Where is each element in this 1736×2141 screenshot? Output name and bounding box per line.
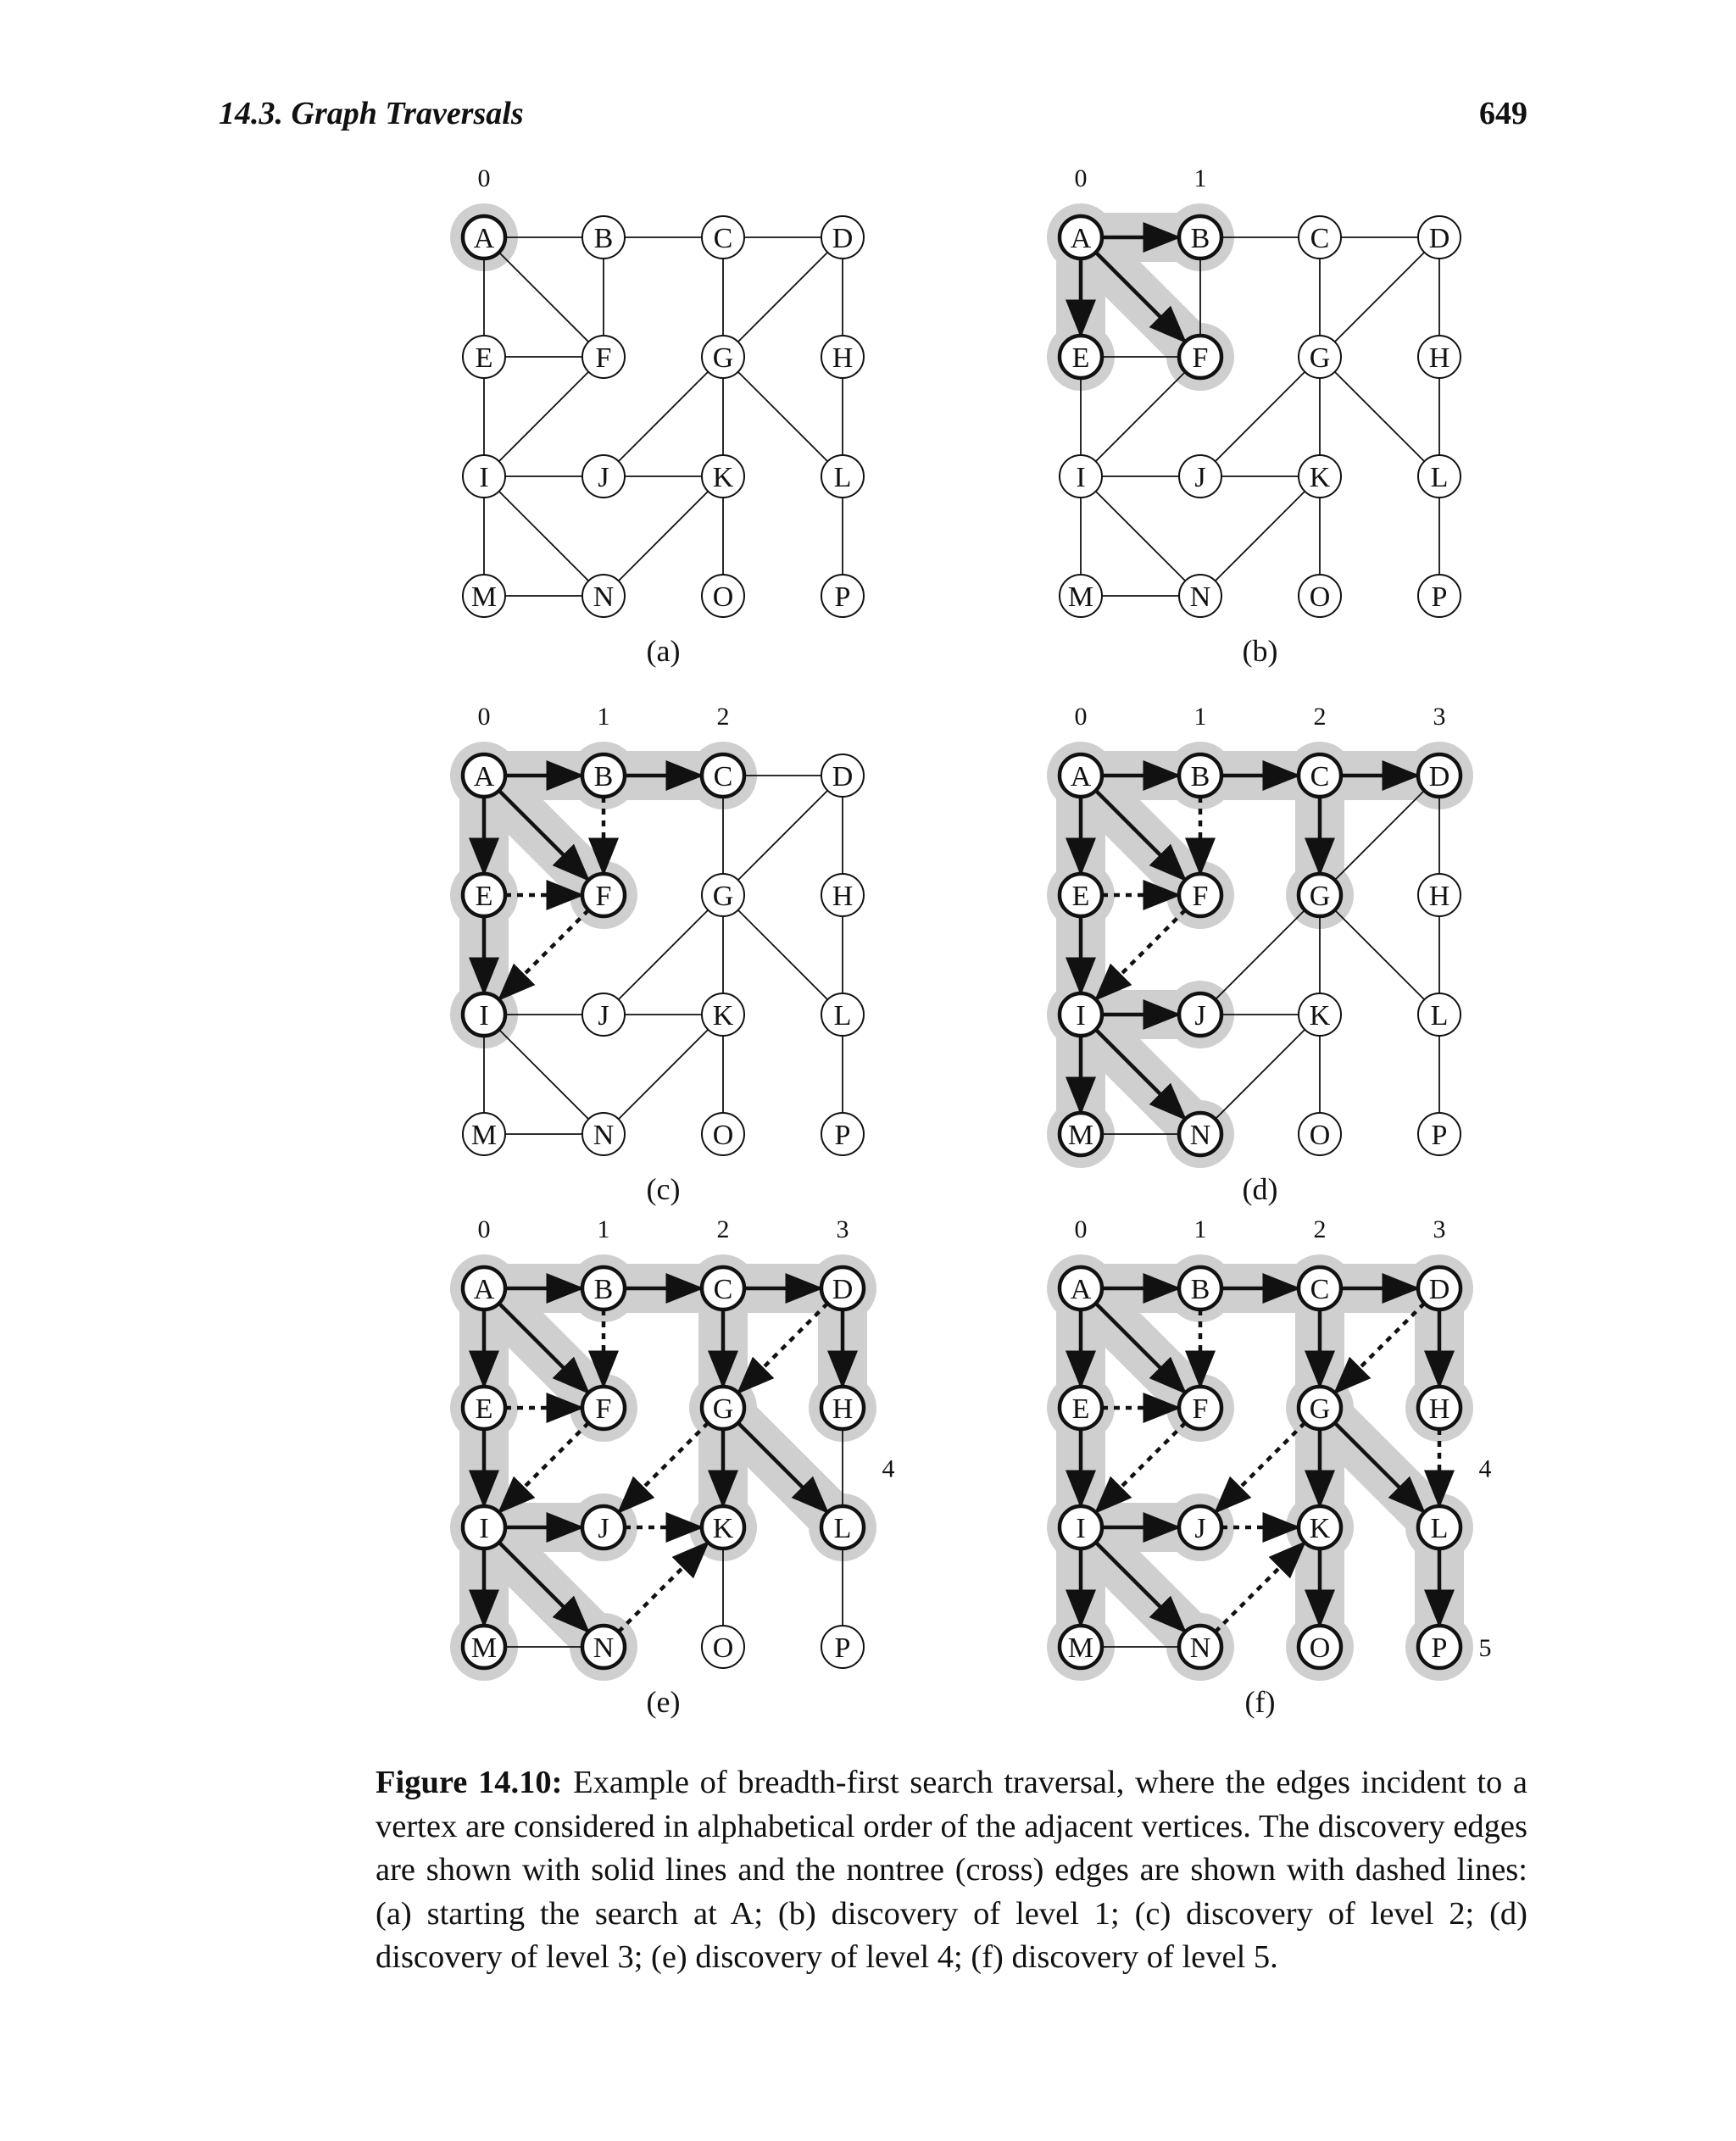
- vertex-label-O: O: [1309, 581, 1331, 613]
- cross-edge-FI: [1097, 910, 1185, 998]
- vertex-label-H: H: [1428, 881, 1450, 912]
- vertex-label-D: D: [1428, 223, 1450, 254]
- panel-a: [450, 164, 864, 668]
- vertex-label-J: J: [598, 462, 609, 493]
- vertex-label-J: J: [598, 1000, 609, 1032]
- edge-GL: [723, 357, 843, 476]
- cross-edge-FI: [500, 1423, 588, 1511]
- panel-e: [450, 1215, 895, 1719]
- vertex-label-I: I: [1076, 462, 1086, 493]
- vertex-label-P: P: [1431, 1632, 1448, 1664]
- vertex-label-F: F: [1192, 342, 1209, 374]
- vertex-label-G: G: [1309, 342, 1331, 374]
- level-label: 2: [716, 1215, 730, 1243]
- vertex-label-L: L: [833, 1000, 852, 1032]
- vertex-label-C: C: [1310, 223, 1330, 254]
- vertex-label-F: F: [1192, 1393, 1209, 1425]
- page-number: 649: [1479, 96, 1527, 131]
- vertex-label-L: L: [1430, 1000, 1449, 1032]
- vertex-label-N: N: [593, 1120, 615, 1151]
- vertex-label-I: I: [479, 1513, 489, 1544]
- vertex-label-L: L: [833, 462, 852, 493]
- vertex-label-P: P: [834, 581, 851, 613]
- vertex-label-O: O: [712, 581, 734, 613]
- vertex-label-J: J: [1194, 462, 1206, 493]
- caption-text: Example of breadth-first search traversal, where the edges incident to a vertex are considered in alphabetical order of the adjacent vertices. The discovery edges are shown with solid lines and the nontree (cross) edges are shown with dashed lines: (a) starting the search at A; (b) discovery of level 1; (c) discovery of level 2; (d) discovery of level 3; (e) discovery of level 4; (f) discovery of level 5.: [376, 1765, 1528, 1975]
- vertex-label-D: D: [1428, 761, 1450, 792]
- edge-KN: [604, 1015, 723, 1134]
- panel-label: (e): [646, 1685, 681, 1719]
- vertex-label-C: C: [1310, 1274, 1330, 1305]
- vertex-label-P: P: [1431, 1120, 1448, 1151]
- edge-DG: [1320, 237, 1439, 357]
- caption-label: Figure 14.10:: [376, 1765, 563, 1800]
- level-label: 0: [1074, 703, 1088, 731]
- cross-edge-FI: [500, 910, 588, 998]
- edge-FI: [484, 357, 604, 476]
- vertex-label-J: J: [1194, 1000, 1206, 1032]
- vertex-label-D: D: [832, 223, 854, 254]
- vertex-label-D: D: [832, 761, 854, 792]
- vertex-label-E: E: [1071, 881, 1090, 912]
- vertex-label-N: N: [1189, 1632, 1211, 1664]
- cross-edge-NK: [1216, 1543, 1304, 1632]
- vertex-label-N: N: [593, 1632, 615, 1664]
- cross-edge-FI: [1097, 1423, 1185, 1511]
- vertex-label-A: A: [1070, 1274, 1092, 1305]
- vertex-label-E: E: [1071, 1393, 1090, 1425]
- vertex-label-M: M: [1067, 1632, 1094, 1664]
- vertex-label-C: C: [1310, 761, 1330, 792]
- vertex-label-O: O: [1309, 1632, 1331, 1664]
- vertex-label-K: K: [1309, 462, 1331, 493]
- side-level-label: 4: [1478, 1454, 1492, 1483]
- vertex-label-L: L: [1430, 1513, 1449, 1544]
- cross-edge-DG: [1336, 1304, 1424, 1392]
- panel-d: [1047, 703, 1473, 1206]
- level-label: 2: [716, 703, 730, 731]
- vertex-label-H: H: [832, 881, 854, 912]
- level-label: 3: [836, 1215, 849, 1243]
- section-title: 14.3. Graph Traversals: [219, 96, 524, 131]
- vertex-label-G: G: [712, 342, 734, 374]
- edge-IN: [484, 476, 604, 596]
- level-label: 2: [1313, 703, 1327, 731]
- vertex-label-B: B: [1190, 1274, 1210, 1305]
- edge-KN: [604, 476, 723, 596]
- vertex-label-D: D: [832, 1274, 854, 1305]
- vertex-label-H: H: [832, 1393, 854, 1425]
- vertex-label-A: A: [1070, 223, 1092, 254]
- edge-AF: [484, 237, 604, 357]
- vertex-label-N: N: [593, 581, 615, 613]
- level-label: 1: [1194, 703, 1207, 731]
- vertex-label-M: M: [1067, 581, 1094, 613]
- vertex-label-P: P: [834, 1632, 851, 1664]
- figure-caption: [376, 1761, 1527, 1980]
- cross-edge-GJ: [620, 1423, 708, 1511]
- vertex-label-E: E: [1071, 342, 1090, 374]
- vertex-label-A: A: [473, 761, 495, 792]
- level-label: 1: [597, 1215, 610, 1243]
- level-label: 0: [477, 164, 491, 192]
- panel-f: [1047, 1215, 1492, 1719]
- vertex-label-M: M: [470, 1120, 498, 1151]
- vertex-label-P: P: [1431, 581, 1448, 613]
- vertex-label-N: N: [1189, 1120, 1211, 1151]
- edge-GL: [1320, 357, 1439, 476]
- edge-IN: [1081, 476, 1200, 596]
- vertex-label-N: N: [1189, 581, 1211, 613]
- panel-c: [450, 703, 864, 1206]
- vertex-label-O: O: [1309, 1120, 1331, 1151]
- level-label: 0: [1074, 164, 1088, 192]
- edge-KN: [1200, 476, 1320, 596]
- vertex-label-M: M: [470, 1632, 498, 1664]
- edge-IN: [484, 1015, 604, 1134]
- vertex-label-C: C: [713, 1274, 733, 1305]
- vertex-label-I: I: [1076, 1513, 1086, 1544]
- vertex-label-B: B: [593, 223, 614, 254]
- edge-DG: [723, 237, 843, 357]
- panel-label: (b): [1242, 634, 1278, 668]
- vertex-label-K: K: [1309, 1513, 1331, 1544]
- vertex-label-C: C: [713, 761, 733, 792]
- panel-b: [1047, 164, 1461, 668]
- vertex-label-D: D: [1428, 1274, 1450, 1305]
- vertex-label-F: F: [595, 342, 612, 374]
- side-level-label: 4: [882, 1454, 895, 1483]
- vertex-label-B: B: [593, 1274, 614, 1305]
- vertex-label-M: M: [470, 581, 498, 613]
- level-label: 1: [1194, 1215, 1207, 1243]
- vertex-label-F: F: [595, 1393, 612, 1425]
- vertex-label-B: B: [593, 761, 614, 792]
- edge-GL: [1320, 895, 1439, 1015]
- vertex-label-A: A: [1070, 761, 1092, 792]
- vertex-label-K: K: [712, 1000, 734, 1032]
- vertex-label-F: F: [1192, 881, 1209, 912]
- level-label: 0: [1074, 1215, 1088, 1243]
- level-label: 0: [477, 703, 491, 731]
- vertex-label-A: A: [473, 223, 495, 254]
- vertex-label-L: L: [833, 1513, 852, 1544]
- vertex-label-K: K: [1309, 1000, 1331, 1032]
- vertex-label-I: I: [479, 462, 489, 493]
- vertex-label-K: K: [712, 462, 734, 493]
- cross-edge-DG: [739, 1304, 827, 1392]
- vertex-label-E: E: [475, 1393, 493, 1425]
- vertex-label-B: B: [1190, 761, 1210, 792]
- edge-GJ: [604, 357, 723, 476]
- vertex-label-I: I: [479, 1000, 489, 1032]
- cross-edge-GJ: [1216, 1423, 1305, 1511]
- vertex-label-H: H: [1428, 342, 1450, 374]
- vertex-label-H: H: [832, 342, 854, 374]
- vertex-label-J: J: [598, 1513, 609, 1544]
- vertex-label-G: G: [712, 1393, 734, 1425]
- vertex-label-G: G: [1309, 1393, 1331, 1425]
- vertex-label-C: C: [713, 223, 733, 254]
- panel-label: (d): [1242, 1172, 1278, 1206]
- edge-GL: [723, 895, 843, 1015]
- vertex-label-E: E: [475, 342, 493, 374]
- vertex-label-K: K: [712, 1513, 734, 1544]
- vertex-label-B: B: [1190, 223, 1210, 254]
- vertex-label-O: O: [712, 1632, 734, 1664]
- vertex-label-O: O: [712, 1120, 734, 1151]
- panel-label: (f): [1244, 1685, 1276, 1719]
- vertex-label-P: P: [834, 1120, 851, 1151]
- cross-edge-NK: [619, 1543, 707, 1632]
- level-label: 2: [1313, 1215, 1327, 1243]
- level-label: 3: [1433, 1215, 1446, 1243]
- vertex-label-M: M: [1067, 1120, 1094, 1151]
- vertex-label-G: G: [712, 881, 734, 912]
- vertex-label-H: H: [1428, 1393, 1450, 1425]
- side-level-label: 5: [1478, 1634, 1492, 1662]
- level-label: 0: [477, 1215, 491, 1243]
- level-label: 1: [597, 703, 610, 731]
- level-label: 3: [1433, 703, 1446, 731]
- vertex-label-E: E: [475, 881, 493, 912]
- vertex-label-I: I: [1076, 1000, 1086, 1032]
- vertex-label-A: A: [473, 1274, 495, 1305]
- level-label: 1: [1194, 164, 1207, 192]
- vertex-label-L: L: [1430, 462, 1449, 493]
- panel-label: (c): [646, 1172, 681, 1206]
- panel-label: (a): [646, 634, 681, 668]
- vertex-label-G: G: [1309, 881, 1331, 912]
- vertex-label-J: J: [1194, 1513, 1206, 1544]
- vertex-label-F: F: [595, 881, 612, 912]
